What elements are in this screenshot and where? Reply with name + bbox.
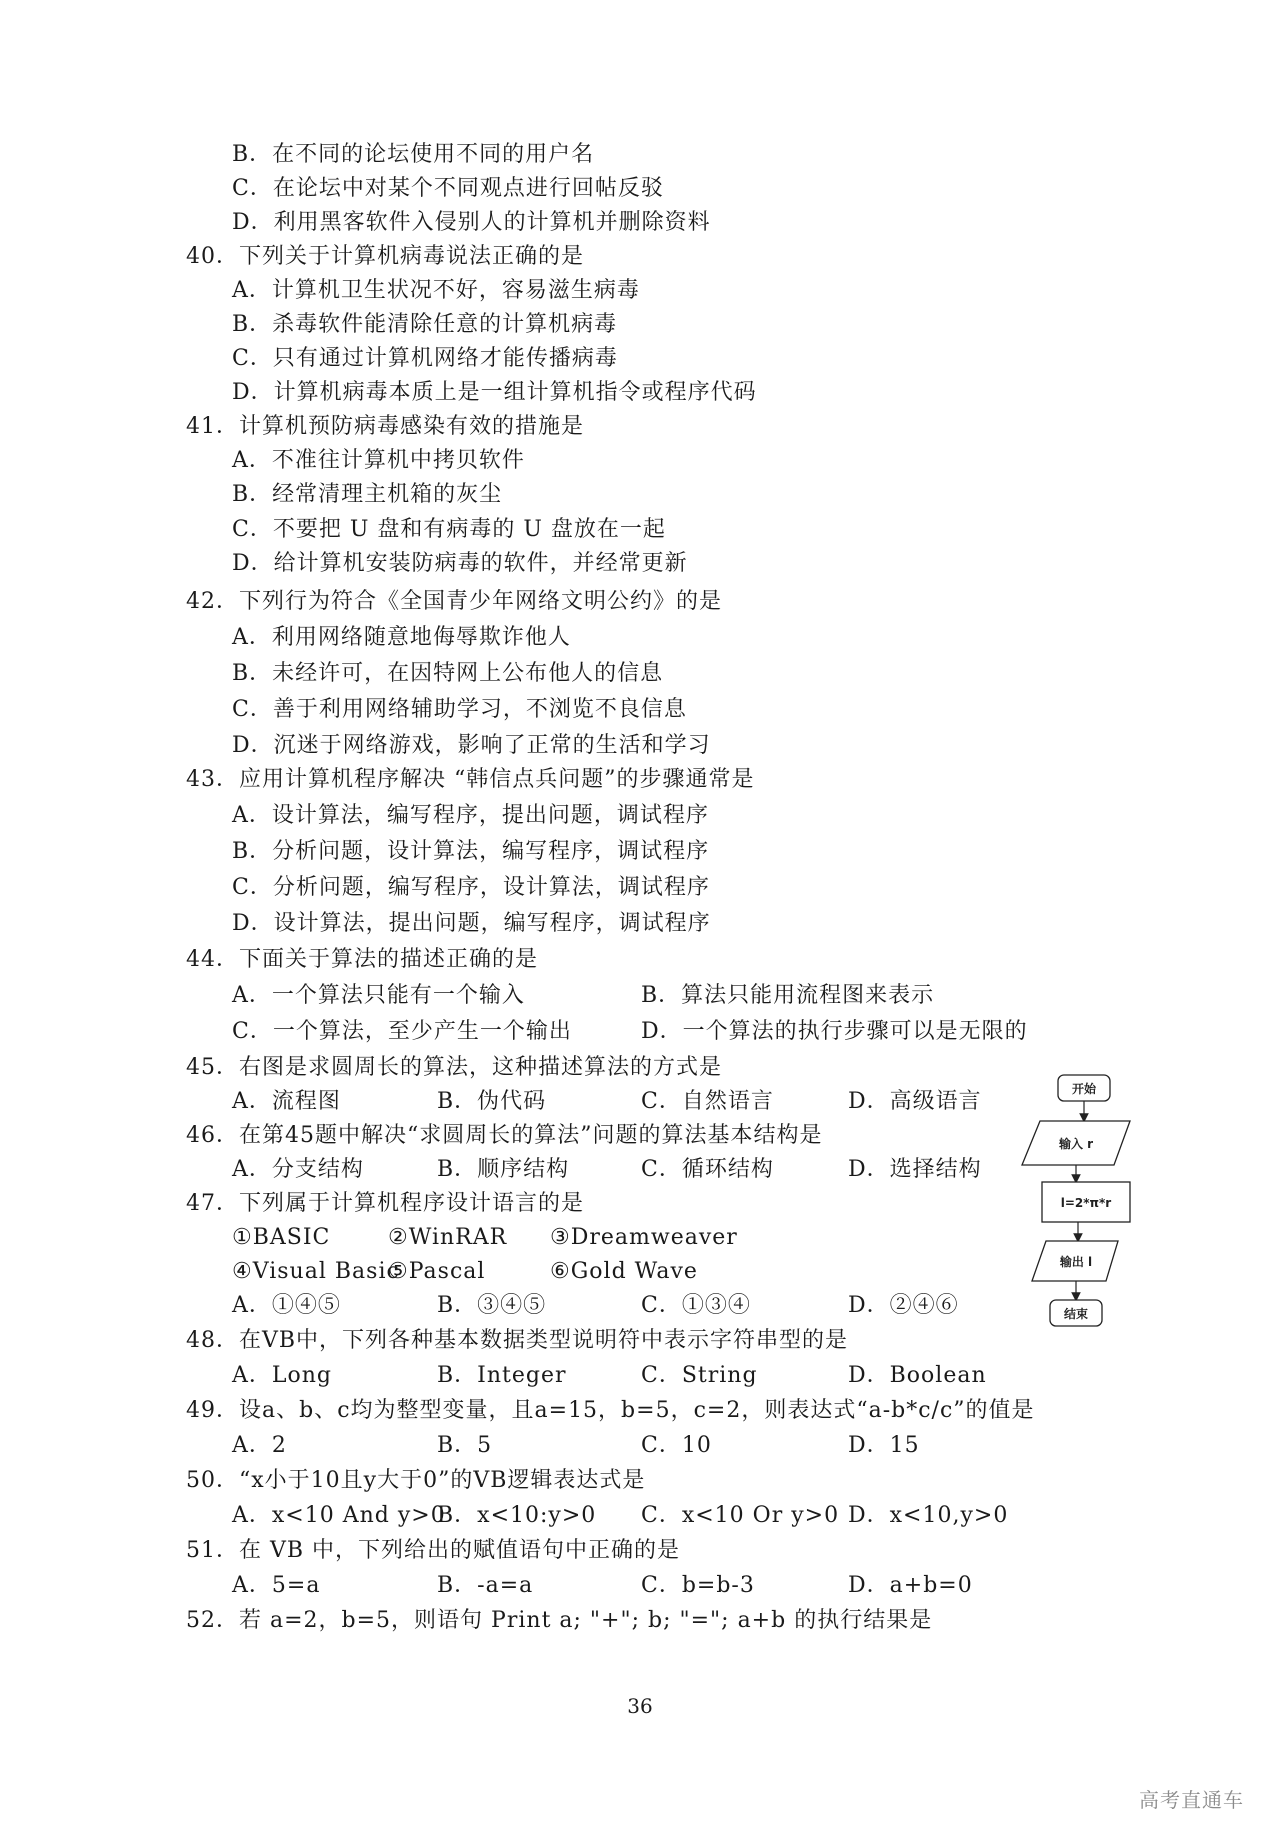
item-6-47: ⑥Gold Wave	[550, 1259, 698, 1284]
flow-start-label: 开始	[1071, 1082, 1097, 1096]
option-c-48: C．String	[641, 1363, 758, 1388]
option-c-39: C．在论坛中对某个不同观点进行回帖反驳	[232, 176, 664, 201]
option-d-42: D．沉迷于网络游戏，影响了正常的生活和学习	[232, 733, 711, 758]
option-d-46: D．选择结构	[848, 1157, 982, 1182]
option-b-49: B．5	[437, 1433, 493, 1458]
option-a-42: A．利用网络随意地侮辱欺诈他人	[232, 625, 571, 650]
option-c-49: C．10	[641, 1433, 712, 1458]
flow-input-label: 输入 r	[1058, 1137, 1094, 1151]
option-a-47: A．①④⑤	[232, 1293, 341, 1318]
option-d-49: D．15	[848, 1433, 920, 1458]
item-2-47: ②WinRAR	[388, 1225, 508, 1250]
option-a-51: A．5=a	[232, 1573, 321, 1598]
question-48: 48．在VB中，下列各种基本数据类型说明符中表示字符串型的是	[186, 1328, 849, 1353]
option-b-47: B．③④⑤	[437, 1293, 547, 1318]
option-a-48: A．Long	[232, 1363, 332, 1388]
option-d-41: D．给计算机安装防病毒的软件，并经常更新	[232, 551, 688, 576]
option-b-42: B．未经许可，在因特网上公布他人的信息	[232, 661, 664, 686]
flowchart-svg	[1018, 1073, 1138, 1333]
question-49: 49．设a、b、c均为整型变量，且a=15，b=5，c=2，则表达式“a-b*c/c”的值是	[186, 1398, 1035, 1423]
question-45: 45．右图是求圆周长的算法，这种描述算法的方式是	[186, 1055, 722, 1080]
option-a-49: A．2	[232, 1433, 287, 1458]
option-b-50: B．x<10:y>0	[437, 1503, 597, 1528]
question-46: 46．在第45题中解决“求圆周长的算法”问题的算法基本结构是	[186, 1123, 823, 1148]
option-a-41: A．不准往计算机中拷贝软件	[232, 448, 525, 473]
option-d-44: D．一个算法的执行步骤可以是无限的	[641, 1019, 1028, 1044]
option-c-42: C．善于利用网络辅助学习，不浏览不良信息	[232, 697, 687, 722]
option-a-40: A．计算机卫生状况不好，容易滋生病毒	[232, 278, 640, 303]
option-c-44: C．一个算法，至少产生一个输出	[232, 1019, 572, 1044]
option-b-44: B．算法只能用流程图来表示	[641, 983, 935, 1008]
option-c-50: C．x<10 Or y>0	[641, 1503, 840, 1528]
question-44: 44．下面关于算法的描述正确的是	[186, 947, 538, 972]
option-a-44: A．一个算法只能有一个输入	[232, 983, 525, 1008]
option-d-45: D．高级语言	[848, 1089, 982, 1114]
question-47: 47．下列属于计算机程序设计语言的是	[186, 1191, 584, 1216]
option-d-50: D．x<10,y>0	[848, 1503, 1009, 1528]
option-c-40: C．只有通过计算机网络才能传播病毒	[232, 346, 618, 371]
option-b-40: B．杀毒软件能清除任意的计算机病毒	[232, 312, 618, 337]
item-3-47: ③Dreamweaver	[550, 1225, 738, 1250]
option-b-48: B．Integer	[437, 1363, 567, 1388]
option-d-39: D．利用黑客软件入侵别人的计算机并删除资料	[232, 210, 711, 235]
option-b-45: B．伪代码	[437, 1089, 547, 1114]
option-a-46: A．分支结构	[232, 1157, 364, 1182]
option-b-46: B．顺序结构	[437, 1157, 570, 1182]
option-d-48: D．Boolean	[848, 1363, 987, 1388]
item-1-47: ①BASIC	[232, 1225, 331, 1250]
watermark: 高考直通车	[1139, 1788, 1244, 1812]
option-b-41: B．经常清理主机箱的灰尘	[232, 482, 503, 507]
question-43: 43．应用计算机程序解决 “韩信点兵问题”的步骤通常是	[186, 767, 755, 792]
option-c-46: C．循环结构	[641, 1157, 774, 1182]
option-d-47: D．②④⑥	[848, 1293, 959, 1318]
page-number: 36	[627, 1694, 653, 1718]
option-d-51: D．a+b=0	[848, 1573, 973, 1598]
question-52: 52．若 a=2，b=5，则语句 Print a; "+"; b; "="; a+b 的执行结果是	[186, 1608, 933, 1633]
option-b-43: B．分析问题，设计算法，编写程序，调试程序	[232, 839, 710, 864]
circumference-flowchart	[1018, 1073, 1138, 1333]
option-c-41: C．不要把 U 盘和有病毒的 U 盘放在一起	[232, 517, 666, 542]
option-c-47: C．①③④	[641, 1293, 751, 1318]
question-40: 40．下列关于计算机病毒说法正确的是	[186, 244, 584, 269]
question-42: 42．下列行为符合《全国青少年网络文明公约》的是	[186, 589, 722, 614]
option-a-50: A．x<10 And y>0	[232, 1503, 446, 1528]
option-c-45: C．自然语言	[641, 1089, 774, 1114]
option-a-43: A．设计算法，编写程序，提出问题，调试程序	[232, 803, 709, 828]
option-b-51: B．-a=a	[437, 1573, 534, 1598]
option-c-51: C．b=b-3	[641, 1573, 755, 1598]
question-50: 50．“x小于10且y大于0”的VB逻辑表达式是	[186, 1468, 646, 1493]
option-c-43: C．分析问题，编写程序，设计算法，调试程序	[232, 875, 710, 900]
item-5-47: ⑤Pascal	[388, 1259, 486, 1284]
flow-output-label: 输出 l	[1059, 1255, 1093, 1269]
option-d-43: D．设计算法，提出问题，编写程序，调试程序	[232, 911, 711, 936]
item-4-47: ④Visual Basic	[232, 1259, 400, 1284]
question-41: 41．计算机预防病毒感染有效的措施是	[186, 414, 584, 439]
option-b-39: B．在不同的论坛使用不同的用户名	[232, 142, 595, 167]
flow-process-label: l=2*π*r	[1060, 1196, 1112, 1210]
question-51: 51．在 VB 中，下列给出的赋值语句中正确的是	[186, 1538, 681, 1563]
option-d-40: D．计算机病毒本质上是一组计算机指令或程序代码	[232, 380, 757, 405]
option-a-45: A．流程图	[232, 1089, 341, 1114]
flow-end-label: 结束	[1063, 1307, 1089, 1321]
